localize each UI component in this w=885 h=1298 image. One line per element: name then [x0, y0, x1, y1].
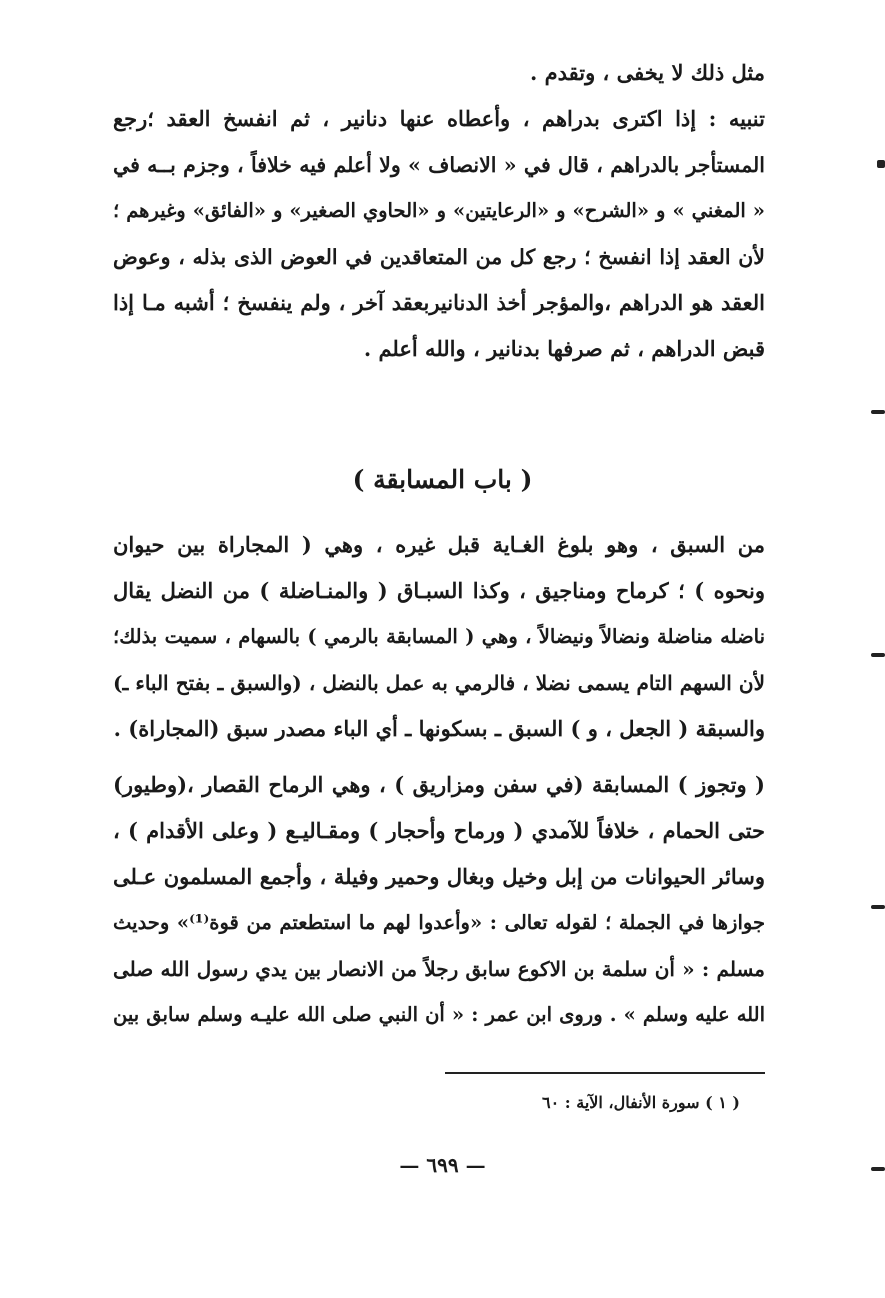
page-number: — ٦٩٩ — [399, 1153, 486, 1177]
text-line: لأن العقد إذا انفسخ ؛ رجع كل من المتعاقدين في العوض الذى بذله ، وعوض [113, 245, 765, 269]
footnote-divider [445, 1072, 765, 1074]
paragraph-definition [113, 522, 765, 752]
text-line: والسبقة ( الجعل ، و ) السبق ـ بسكونها ـ أي الباء مصدر سبق (المجاراة) . [113, 716, 765, 741]
section-heading: ( باب المسابقة ) [352, 465, 533, 494]
scan-edge-mark [871, 410, 885, 414]
paragraph-tanbih [113, 50, 765, 372]
text-line: ناضله مناضلة ونضالاً ونيضالاً ، وهي ( المسابقة بالرمي ) بالسهام ، سميت بذلك؛ [113, 625, 765, 648]
text-line: « المغني » و «الشرح» و «الرعايتين» و «الحاوي الصغير» و «الفائق» وغيرهم ؛ [113, 199, 765, 222]
text-line: الله عليه وسلم » . وروى ابن عمر : « أن النبي صلى الله عليـه وسلم سابق بين [113, 1003, 765, 1026]
scan-edge-mark [871, 1167, 885, 1171]
text-line: قبض الدراهم ، ثم صرفها بدنانير ، والله أعلم . [363, 336, 765, 361]
text-line: مسلم : « أن سلمة بن الاكوع سابق رجلاً من الانصار بين يدي رسول الله صلى [113, 957, 765, 981]
text-line: ونحوه ) ؛ كرماح ومناجيق ، وكذا السبـاق ( والمنـاضلة ) من النضل يقال [113, 578, 765, 603]
footnote: ( ١ ) سورة الأنفال، الآية : ٦٠ [542, 1093, 740, 1112]
text-line: تنبيه : إذا اكترى بدراهم ، وأعطاه عنها دنانير ، ثم انفسخ العقد ؛رجع [113, 106, 765, 131]
paragraph-permissibility [113, 762, 765, 1038]
text-line: من السبق ، وهو بلوغ الغـاية قبل غيره ، وهي ( المجاراة بين حيوان [113, 532, 765, 557]
text-line: لأن السهم التام يسمى نضلا ، فالرمي به عمل بالنضل ، (والسبق ـ بفتح الباء ـ) [113, 671, 765, 695]
scan-edge-mark [871, 905, 885, 909]
text-line: حتى الحمام ، خلافاً للآمدي ( ورماح وأحجار ) ومقـاليـع ( وعلى الأقدام ) ، [113, 818, 765, 843]
text-line: العقد هو الدراهم ،والمؤجر أخذ الدنانيربعقد آخر ، ولم ينفسخ ؛ أشبه مـا إذا [113, 290, 765, 315]
text-line: وسائر الحيوانات من إبل وخيل وبغال وحمير وفيلة ، وأجمع المسلمون عـلى [113, 864, 765, 889]
text-line: ( وتجوز ) المسابقة (في سفن ومزاريق ) ، وهي الرماح القصار ،(وطيور) [113, 772, 765, 797]
text-line: المستأجر بالدراهم ، قال في « الانصاف » ولا أعلم فيه خلافاً ، وجزم بــه في [113, 153, 765, 177]
text-line: جوازها في الجملة ؛ لقوله تعالى : «وأعدوا لهم ما استطعتم من قوة⁽¹⁾» وحديث [113, 911, 765, 934]
text-line: مثل ذلك لا يخفى ، وتقدم . [529, 60, 765, 85]
scan-edge-mark [877, 160, 885, 168]
scan-edge-mark [871, 653, 885, 657]
